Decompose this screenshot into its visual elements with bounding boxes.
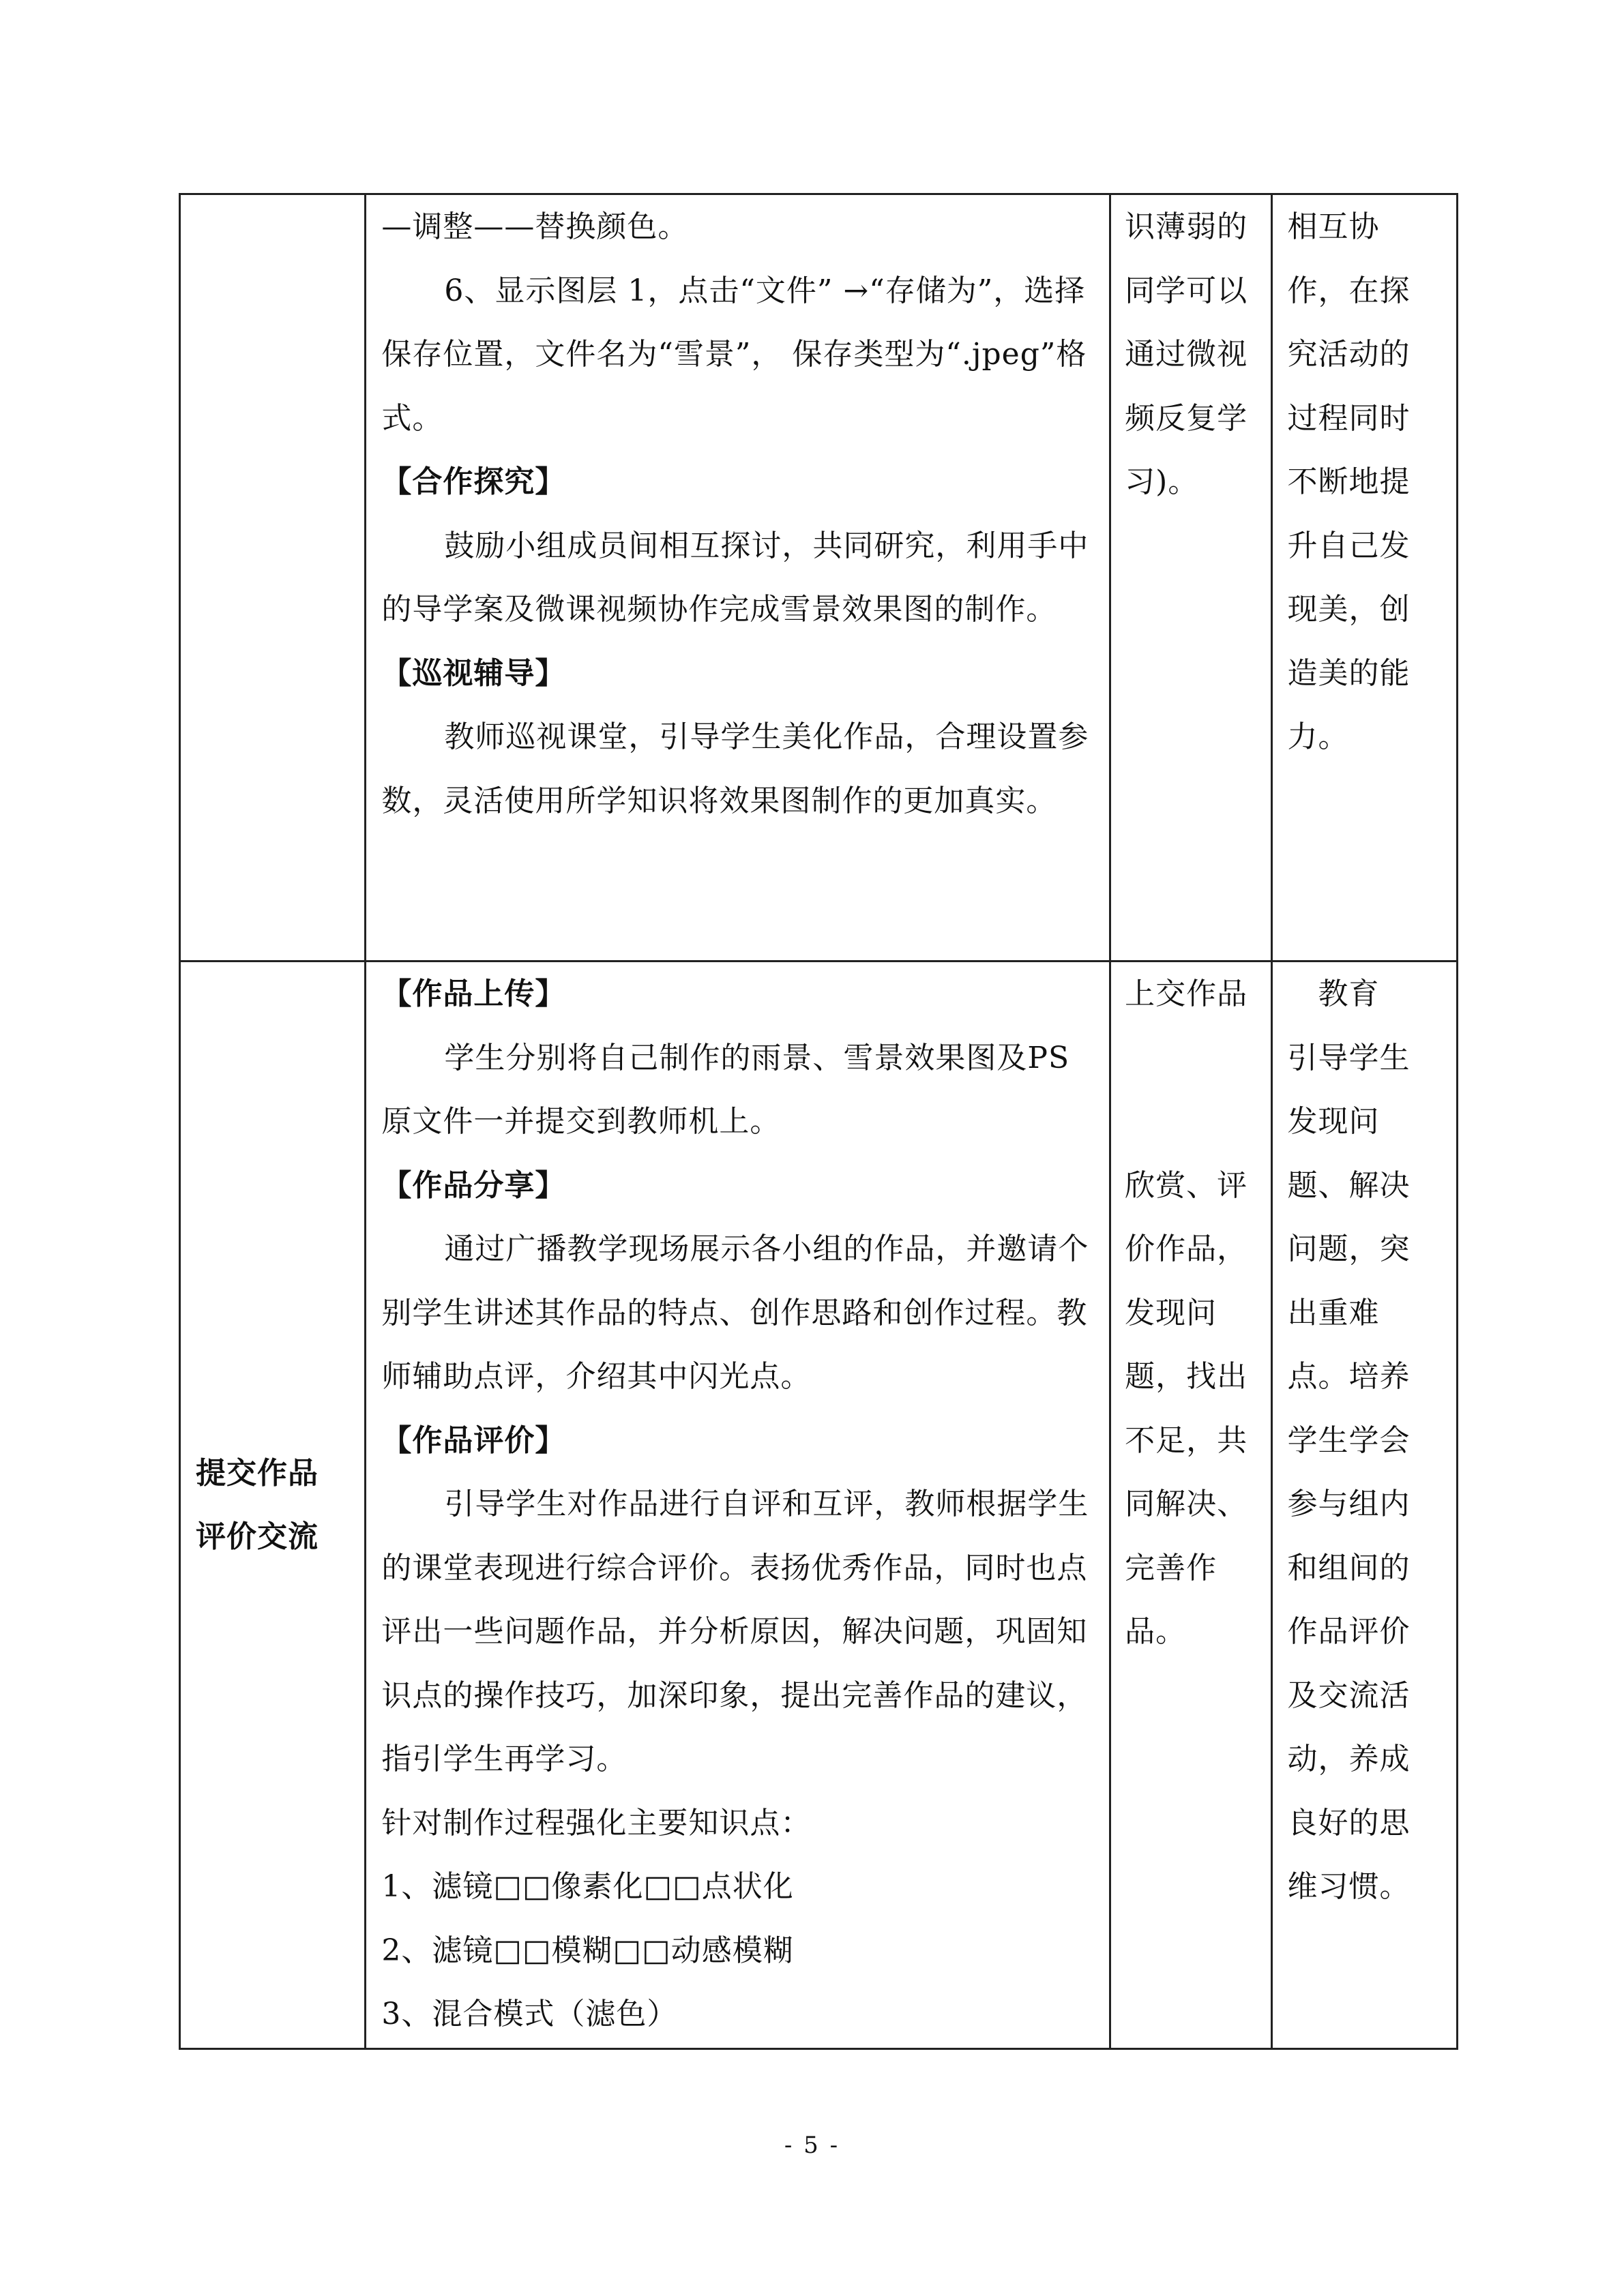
paragraph: 6、显示图层 1，点击“文件” →“存储为”，选择保存位置，文件名为“雪景”， 保存类型为“.jpeg”格式。 [381, 273, 1087, 436]
cell-line: 识薄弱的 [1125, 209, 1248, 244]
stage-cell [180, 961, 366, 2049]
section-heading: 【作品评价】 [381, 1422, 566, 1458]
paragraph: 针对制作过程强化主要知识点： [381, 1805, 812, 1840]
cell-line: 问题，突 [1287, 1232, 1411, 1266]
paragraph: 鼓励小组成员间相互探讨，共同研究，利用手中的导学案及微课视频协作完成雪景效果图的制作。 [381, 528, 1089, 627]
cell-line: 造美的能 [1287, 655, 1411, 691]
cell-line: 提交作品 [196, 1455, 319, 1491]
cell-line: 及交流活 [1287, 1678, 1411, 1713]
section-heading: 【作品上传】 [381, 976, 566, 1011]
lesson-plan-table [179, 193, 1458, 2050]
cell-line: 引导学生 [1287, 1040, 1411, 1075]
cell-line: 点。培养 [1287, 1359, 1411, 1394]
cell-line: 题、解决 [1287, 1167, 1411, 1203]
cell-line: 维习惯。 [1287, 1869, 1411, 1904]
paragraph: 引导学生对作品进行自评和互评，教师根据学生的课堂表现进行综合评价。表扬优秀作品，同时也点评出一些问题作品，并分析原因，解决问题，巩固知识点的操作技巧，加深印象，提出完善作品的建议，指引学生再学习。 [381, 1487, 1089, 1776]
cell-line: 习)。 [1125, 464, 1199, 499]
cell-line: 发现问 [1125, 1295, 1217, 1330]
cell-line: 通过微视 [1125, 337, 1248, 372]
design-intent-cell [1271, 961, 1457, 2049]
cell-line: 不足，共 [1125, 1422, 1248, 1458]
cell-line: 上交作品 [1125, 976, 1248, 1011]
cell-line: 价作品， [1125, 1232, 1248, 1266]
cell-line: 完善作 [1125, 1550, 1217, 1585]
cell-line: 欣赏、评 [1125, 1167, 1248, 1203]
paragraph: 通过广播教学现场展示各小组的作品，并邀请个别学生讲述其作品的特点、创作思路和创作过程。教师辅助点评，介绍其中闪光点。 [381, 1232, 1089, 1394]
cell-line: 现美，创 [1287, 592, 1411, 627]
page-number: - 5 - [784, 2132, 840, 2159]
cell-line: 参与组内 [1287, 1487, 1411, 1521]
cell-line: 不断地提 [1287, 464, 1411, 499]
section-heading: 【合作探究】 [381, 464, 566, 499]
cell-line: 同学可以 [1125, 273, 1248, 308]
cell-line: 评价交流 [196, 1519, 319, 1554]
table-row [180, 961, 1458, 2049]
teacher-activity-cell [366, 194, 1110, 961]
cell-line: 作，在探 [1287, 273, 1411, 308]
section-heading: 【作品分享】 [381, 1167, 566, 1203]
paragraph: 2、滤镜□□模糊□□动感模糊 [381, 1933, 794, 1968]
student-activity-cell [1110, 961, 1271, 2049]
paragraph: —调整——替换颜色。 [381, 209, 689, 244]
cell-line: 学生学会 [1287, 1422, 1411, 1458]
cell-line: 出重难 [1287, 1295, 1380, 1330]
student-activity-cell [1110, 194, 1271, 961]
cell-line: 力。 [1287, 719, 1349, 754]
cell-line: 良好的思 [1287, 1805, 1411, 1840]
cell-line: 同解决、 [1125, 1487, 1248, 1521]
cell-line: 频反复学 [1125, 400, 1248, 436]
cell-line: 发现问 [1287, 1104, 1380, 1139]
cell-line: 究活动的 [1287, 337, 1411, 372]
teacher-activity-cell [366, 961, 1110, 2049]
table-row [180, 194, 1458, 961]
cell-line: 题，找出 [1125, 1359, 1248, 1394]
design-intent-cell [1271, 194, 1457, 961]
paragraph: 学生分别将自己制作的雨景、雪景效果图及PS 原文件一并提交到教师机上。 [381, 1040, 1070, 1139]
section-heading: 【巡视辅导】 [381, 655, 566, 691]
cell-line: 相互协 [1287, 209, 1380, 244]
cell-line: 作品评价 [1287, 1614, 1411, 1649]
cell-line: 动，养成 [1287, 1742, 1411, 1776]
cell-line: 升自己发 [1287, 528, 1411, 563]
cell-line: 和组间的 [1287, 1550, 1411, 1585]
paragraph: 1、滤镜□□像素化□□点状化 [381, 1869, 794, 1904]
stage-cell [180, 194, 366, 961]
cell-line: 品。 [1125, 1614, 1187, 1649]
cell-line: 过程同时 [1287, 400, 1411, 436]
cell-line: 教育 [1287, 976, 1380, 1011]
paragraph: 教师巡视课堂，引导学生美化作品，合理设置参数，灵活使用所学知识将效果图制作的更加真实。 [381, 719, 1089, 818]
paragraph: 3、混合模式（滤色） [381, 1997, 678, 2031]
